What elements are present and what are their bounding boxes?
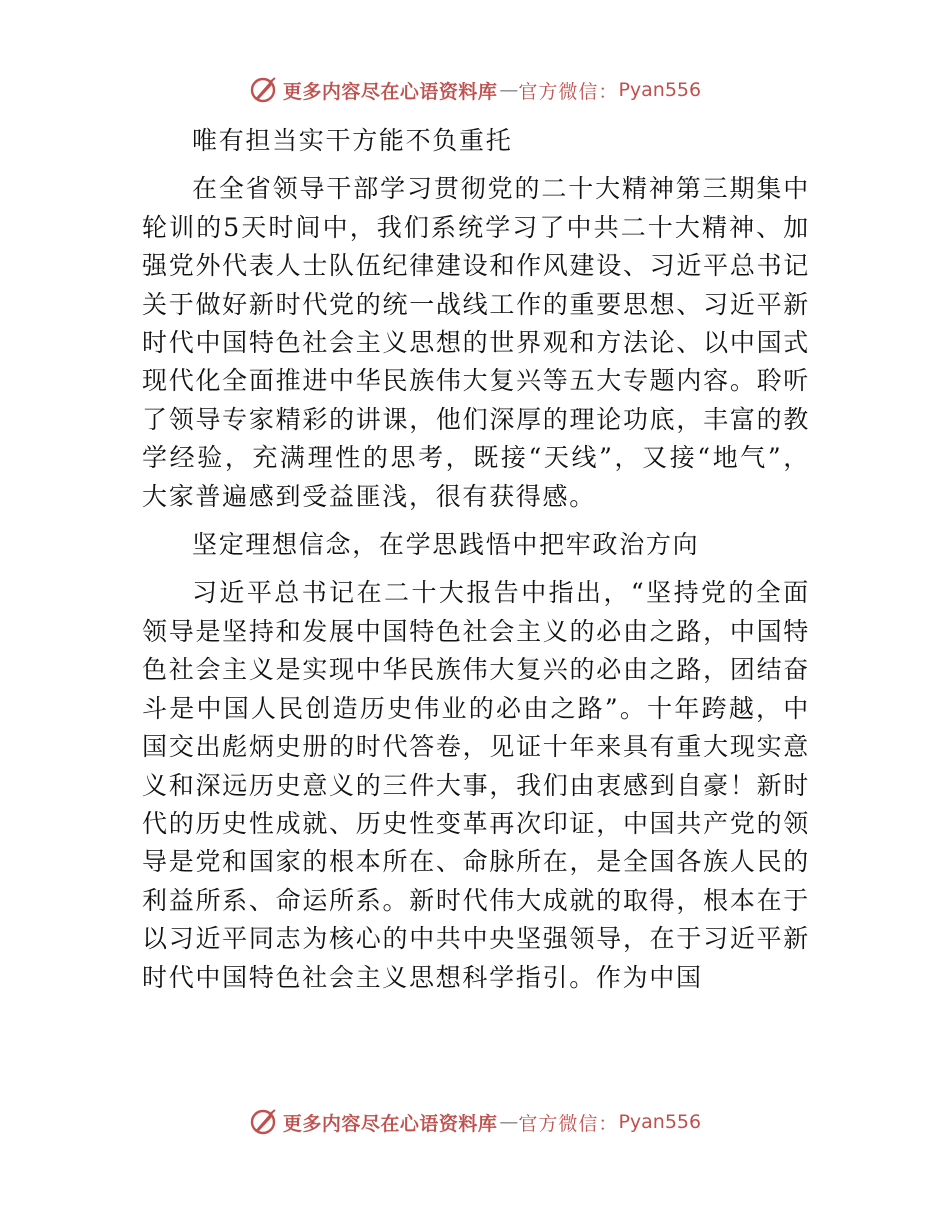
header-dash: — bbox=[499, 79, 517, 101]
footer-wechat-label: 官方微信： bbox=[518, 1112, 619, 1135]
footer-wechat-id: Pyan556 bbox=[618, 1111, 702, 1133]
document-body bbox=[142, 122, 810, 1007]
section-heading-1: 唯有担当实干方能不负重托 bbox=[192, 126, 513, 155]
section-heading-2: 坚定理想信念，在学思践悟中把牢政治方向 bbox=[192, 530, 700, 560]
footer-dash: — bbox=[499, 1111, 517, 1133]
footer-banner bbox=[0, 1102, 950, 1142]
footer-brand-text: 更多内容尽在心语资料库 bbox=[282, 1112, 498, 1135]
paragraph-2: 习近平总书记在二十大报告中指出，“坚持党的全面领导是坚持和发展中国特色社会主义的必由之路，中国特色社会主义是实现中华民族伟大复兴的必由之路，团结奋斗是中国人民创造历史伟业的必由之路”。十年跨越，中国交出彪炳史册的时代答卷，见证十年来具有重大现实意义和深远历史意义的三件大事，我们由衷感到自豪！新时代的历史性成就、历史性变革再次印证，中国共产党的领导是党和国家的根本所在、命脉所在，是全国各族人民的利益所系、命运所系。新时代伟大成就的取得，根本在于以习近平同志为核心的中共中央坚强领导，在于习近平新时代中国特色社会主义思想科学指引。作为中国 bbox=[142, 578, 810, 992]
header-wechat-label: 官方微信： bbox=[518, 80, 619, 103]
header-banner bbox=[0, 70, 950, 110]
quill-logo-icon bbox=[249, 75, 279, 105]
header-wechat-id: Pyan556 bbox=[618, 79, 702, 101]
header-brand-text: 更多内容尽在心语资料库 bbox=[282, 80, 498, 103]
quill-logo-icon bbox=[249, 1107, 279, 1137]
paragraph-1: 在全省领导干部学习贯彻党的二十大精神第三期集中轮训的5天时间中，我们系统学习了中共二十大精神、加强党外代表人士队伍纪律建设和作风建设、习近平总书记关于做好新时代党的统一战线工作的重要思想、习近平新时代中国特色社会主义思想的世界观和方法论、以中国式现代化全面推进中华民族伟大复兴等五大专题内容。聆听了领导专家精彩的讲课，他们深厚的理论功底，丰富的教学经验，充满理性的思考，既接“天线”，又接“地气”，大家普遍感到受益匪浅，很有获得感。 bbox=[142, 174, 810, 511]
